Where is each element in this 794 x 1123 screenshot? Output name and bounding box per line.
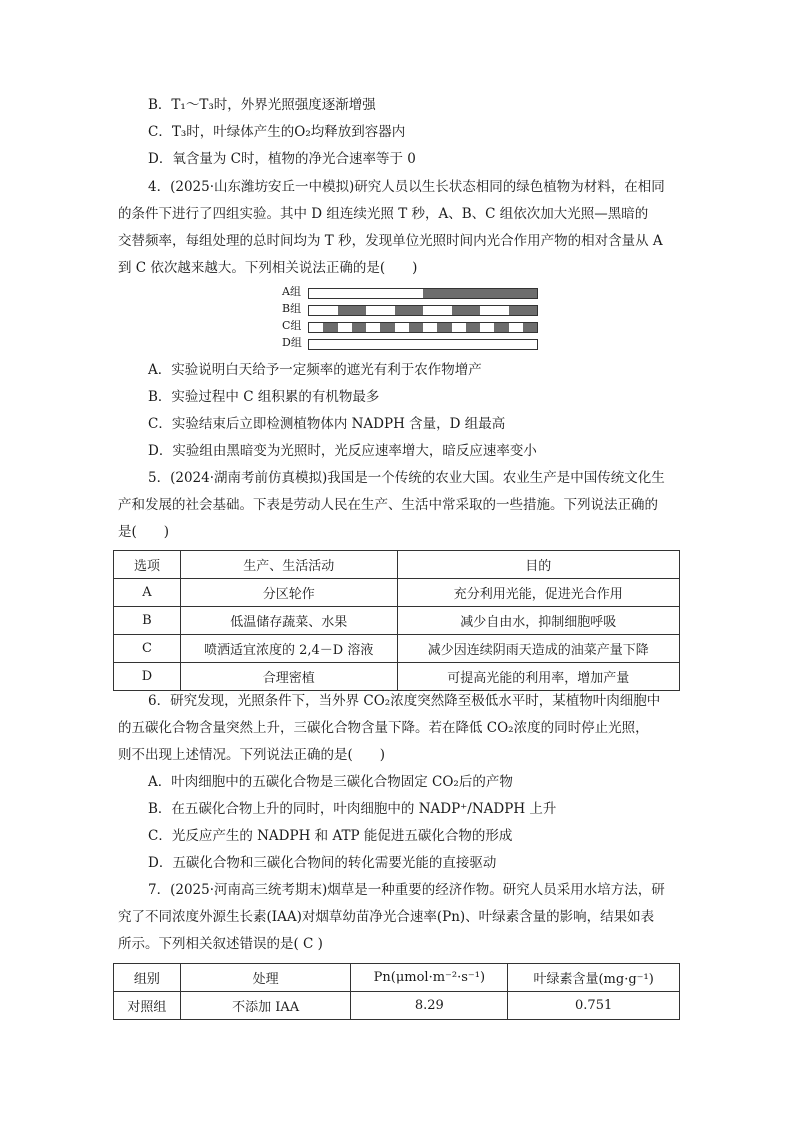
q4-stem-line-4: 到 C 依次越来越大。下列相关说法正确的是( ) bbox=[118, 260, 418, 276]
diagram-label-b: B组 bbox=[282, 302, 302, 315]
diagram-bar-b bbox=[308, 305, 538, 316]
q7-table bbox=[113, 963, 680, 1020]
q6-option-d: D．五碳化合物和三碳化合物间的转化需要光能的直接驱动 bbox=[148, 855, 497, 871]
table-cell: A bbox=[114, 579, 181, 607]
q5-header-option: 选项 bbox=[114, 551, 181, 579]
q3-option-c: C．T₃时，叶绿体产生的O₂均释放到容器内 bbox=[148, 124, 406, 140]
q6-option-c: C．光反应产生的 NADPH 和 ATP 能促进五碳化合物的形成 bbox=[148, 828, 513, 844]
diagram-bar-a bbox=[308, 288, 538, 299]
diagram-label-c: C组 bbox=[282, 319, 302, 332]
table-cell: 喷洒适宜浓度的 2,4－D 溶液 bbox=[180, 635, 397, 663]
table-cell: 低温储存蔬菜、水果 bbox=[180, 607, 397, 635]
table-cell: 8.29 bbox=[351, 992, 508, 1020]
dark-segment bbox=[338, 306, 367, 315]
diagram-row-a bbox=[282, 285, 542, 299]
q4-option-b: B．实验过程中 C 组积累的有机物最多 bbox=[148, 389, 380, 405]
diagram-bar-c bbox=[308, 322, 538, 333]
q5-stem-line-3: 是( ) bbox=[118, 524, 170, 540]
dark-segment bbox=[409, 323, 423, 332]
q4-option-c: C．实验结束后立即检测植物体内 NADPH 含量，D 组最高 bbox=[148, 416, 506, 432]
q6-option-a: A．叶肉细胞中的五碳化合物是三碳化合物固定 CO₂后的产物 bbox=[148, 774, 513, 790]
q6-option-b: B．在五碳化合物上升的同时，叶肉细胞中的 NADP⁺/NADPH 上升 bbox=[148, 801, 557, 817]
q5-header-purpose: 目的 bbox=[397, 551, 680, 579]
dark-segment bbox=[523, 323, 537, 332]
light-segment bbox=[366, 306, 395, 315]
q3-option-b: B．T₁～T₃时，外界光照强度逐渐增强 bbox=[148, 97, 376, 113]
table-cell: 0.751 bbox=[508, 992, 680, 1020]
q7-header-pn: Pn(μmol·m⁻²·s⁻¹) bbox=[351, 964, 508, 992]
light-segment bbox=[309, 323, 323, 332]
q7-table-header-row bbox=[114, 964, 680, 992]
table-row bbox=[114, 607, 680, 635]
table-row bbox=[114, 635, 680, 663]
q3-option-d: D．氧含量为 C时，植物的净光合速率等于 0 bbox=[148, 151, 416, 167]
table-cell: 合理密植 bbox=[180, 663, 397, 691]
diagram-bar-d bbox=[308, 339, 538, 350]
q4-option-a: A．实验说明白天给予一定频率的遮光有利于农作物增产 bbox=[148, 362, 482, 378]
q4-stem-line-1: 4．(2025·山东潍坊安丘一中模拟)研究人员以生长状态相同的绿色植物为材料，在相同 bbox=[148, 179, 665, 195]
light-dark-diagram bbox=[282, 286, 542, 352]
diagram-label-a: A组 bbox=[282, 285, 301, 298]
table-cell: C bbox=[114, 635, 181, 663]
q7-stem-line-2: 究了不同浓度外源生长素(IAA)对烟草幼苗净光合速率(Pn)、叶绿素含量的影响，结果如表 bbox=[118, 909, 655, 925]
q7-header-treatment: 处理 bbox=[180, 964, 351, 992]
q7-stem-line-3: 所示。下列相关叙述错误的是( C ) bbox=[118, 936, 323, 952]
table-cell: 不添加 IAA bbox=[180, 992, 351, 1020]
diagram-row-c bbox=[282, 319, 542, 333]
dark-segment bbox=[509, 306, 538, 315]
table-cell: 减少自由水，抑制细胞呼吸 bbox=[397, 607, 680, 635]
table-row bbox=[114, 992, 680, 1020]
light-segment bbox=[309, 340, 537, 349]
q7-stem-line-1: 7．(2025·河南高三统考期末)烟草是一种重要的经济作物。研究人员采用水培方法，研 bbox=[148, 882, 665, 898]
q4-stem-line-2: 的条件下进行了四组实验。其中 D 组连续光照 T 秒，A、B、C 组依次加大光照—黑暗的 bbox=[118, 206, 649, 222]
light-segment bbox=[395, 323, 409, 332]
q4-option-d: D．实验组由黑暗变为光照时，光反应速率增大，暗反应速率变小 bbox=[148, 443, 537, 459]
dark-segment bbox=[494, 323, 508, 332]
table-cell: D bbox=[114, 663, 181, 691]
table-cell: B bbox=[114, 607, 181, 635]
table-cell: 减少因连续阴雨天造成的油菜产量下降 bbox=[397, 635, 680, 663]
dark-segment bbox=[423, 289, 537, 298]
q5-table-header-row bbox=[114, 551, 680, 579]
q6-stem-line-3: 则不出现上述情况。下列说法正确的是( ) bbox=[118, 747, 386, 763]
q5-table bbox=[113, 550, 680, 691]
dark-segment bbox=[395, 306, 424, 315]
light-segment bbox=[309, 289, 423, 298]
diagram-row-b bbox=[282, 302, 542, 316]
diagram-label-d: D组 bbox=[282, 336, 302, 349]
light-segment bbox=[480, 323, 494, 332]
table-cell: 对照组 bbox=[114, 992, 181, 1020]
dark-segment bbox=[466, 323, 480, 332]
q5-stem-line-1: 5．(2024·湖南考前仿真模拟)我国是一个传统的农业大国。农业生产是中国传统文化生 bbox=[148, 470, 665, 486]
q7-header-chlorophyll: 叶绿素含量(mg·g⁻¹) bbox=[508, 964, 680, 992]
dark-segment bbox=[323, 323, 337, 332]
table-cell: 可提高光能的利用率，增加产量 bbox=[397, 663, 680, 691]
q7-header-group: 组别 bbox=[114, 964, 181, 992]
q5-stem-line-2: 产和发展的社会基础。下表是劳动人民在生产、生活中常采取的一些措施。下列说法正确的 bbox=[118, 497, 658, 513]
table-row bbox=[114, 579, 680, 607]
light-segment bbox=[423, 306, 452, 315]
dark-segment bbox=[352, 323, 366, 332]
dark-segment bbox=[380, 323, 394, 332]
light-segment bbox=[452, 323, 466, 332]
diagram-row-d bbox=[282, 336, 542, 350]
light-segment bbox=[509, 323, 523, 332]
light-segment bbox=[338, 323, 352, 332]
q6-stem-line-1: 6．研究发现，光照条件下，当外界 CO₂浓度突然降至极低水平时，某植物叶肉细胞中 bbox=[148, 693, 661, 709]
table-cell: 充分利用光能，促进光合作用 bbox=[397, 579, 680, 607]
dark-segment bbox=[452, 306, 481, 315]
table-row bbox=[114, 663, 680, 691]
light-segment bbox=[423, 323, 437, 332]
table-cell: 分区轮作 bbox=[180, 579, 397, 607]
light-segment bbox=[366, 323, 380, 332]
light-segment bbox=[480, 306, 509, 315]
q5-header-activity: 生产、生活活动 bbox=[180, 551, 397, 579]
q6-stem-line-2: 的五碳化合物含量突然上升，三碳化合物含量下降。若在降低 CO₂浓度的同时停止光照， bbox=[118, 720, 649, 736]
q4-stem-line-3: 交替频率，每组处理的总时间均为 T 秒，发现单位光照时间内光合作用产物的相对含量从 A bbox=[118, 233, 663, 249]
dark-segment bbox=[437, 323, 451, 332]
light-segment bbox=[309, 306, 338, 315]
